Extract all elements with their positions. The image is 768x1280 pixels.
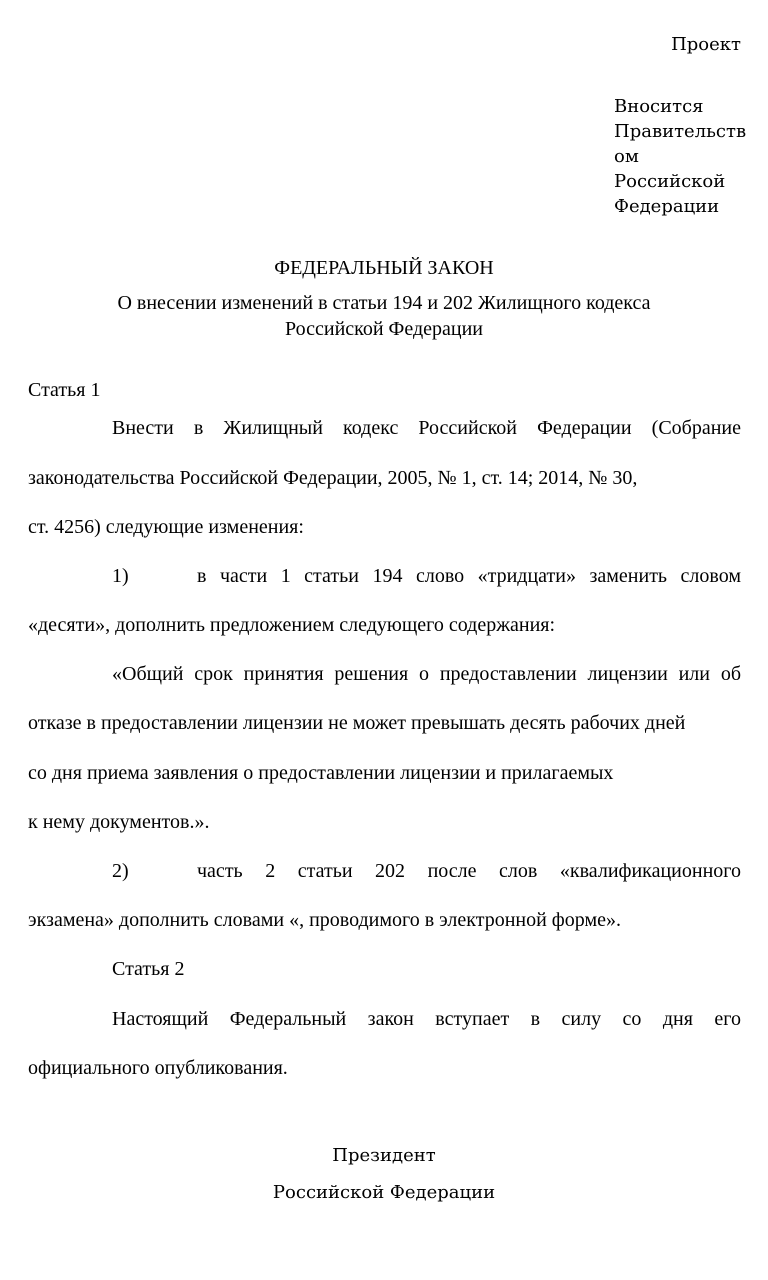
article-1-intro-line: Внести в Жилищный кодекс Российской Федерации (Собрание — [112, 417, 741, 439]
signature-title: Президент — [332, 1145, 436, 1166]
document-subject-line: Российской Федерации — [284, 318, 484, 340]
article-2-text-line: официального опубликования. — [28, 1057, 288, 1079]
item-1-line: «десяти», дополнить предложением следующего содержания: — [28, 614, 556, 636]
quote-line: отказе в предоставлении лицензии не может превышать десять рабочих дней — [28, 712, 686, 734]
item-2-line: часть 2 статьи 202 после слов «квалификационного — [197, 860, 741, 882]
article-2-text-line: Настоящий Федеральный закон вступает в силу со дня его — [112, 1008, 741, 1030]
article-2-heading: Статья 2 — [112, 958, 185, 980]
submitted-by-line: Правительств — [614, 121, 747, 142]
article-1-intro-line: законодательства Российской Федерации, 2005, № 1, ст. 14; 2014, № 30, — [28, 467, 638, 489]
submitted-by-line: Федерации — [614, 196, 720, 217]
item-2-number: 2) — [112, 860, 129, 882]
submitted-by-line: ом — [614, 146, 639, 167]
document-subject-line: О внесении изменений в статьи 194 и 202 Жилищного кодекса — [117, 292, 651, 314]
draft-label: Проект — [671, 34, 741, 55]
submitted-by-line: Российской — [614, 171, 726, 192]
document-type-title: ФЕДЕРАЛЬНЫЙ ЗАКОН — [274, 257, 494, 279]
article-1-intro-line: ст. 4256) следующие изменения: — [28, 516, 304, 538]
quote-line: «Общий срок принятия решения о предоставлении лицензии или об — [112, 663, 741, 685]
item-1-line: в части 1 статьи 194 слово «тридцати» заменить словом — [197, 565, 741, 587]
submitted-by-line: Вносится — [614, 96, 704, 117]
quote-line: к нему документов.». — [28, 811, 210, 833]
signature-title: Российской Федерации — [272, 1182, 496, 1203]
article-1-heading: Статья 1 — [28, 379, 101, 401]
item-1-number: 1) — [112, 565, 129, 587]
quote-line: со дня приема заявления о предоставлении лицензии и прилагаемых — [28, 762, 614, 784]
item-2-line: экзамена» дополнить словами «, проводимого в электронной форме». — [28, 909, 621, 931]
